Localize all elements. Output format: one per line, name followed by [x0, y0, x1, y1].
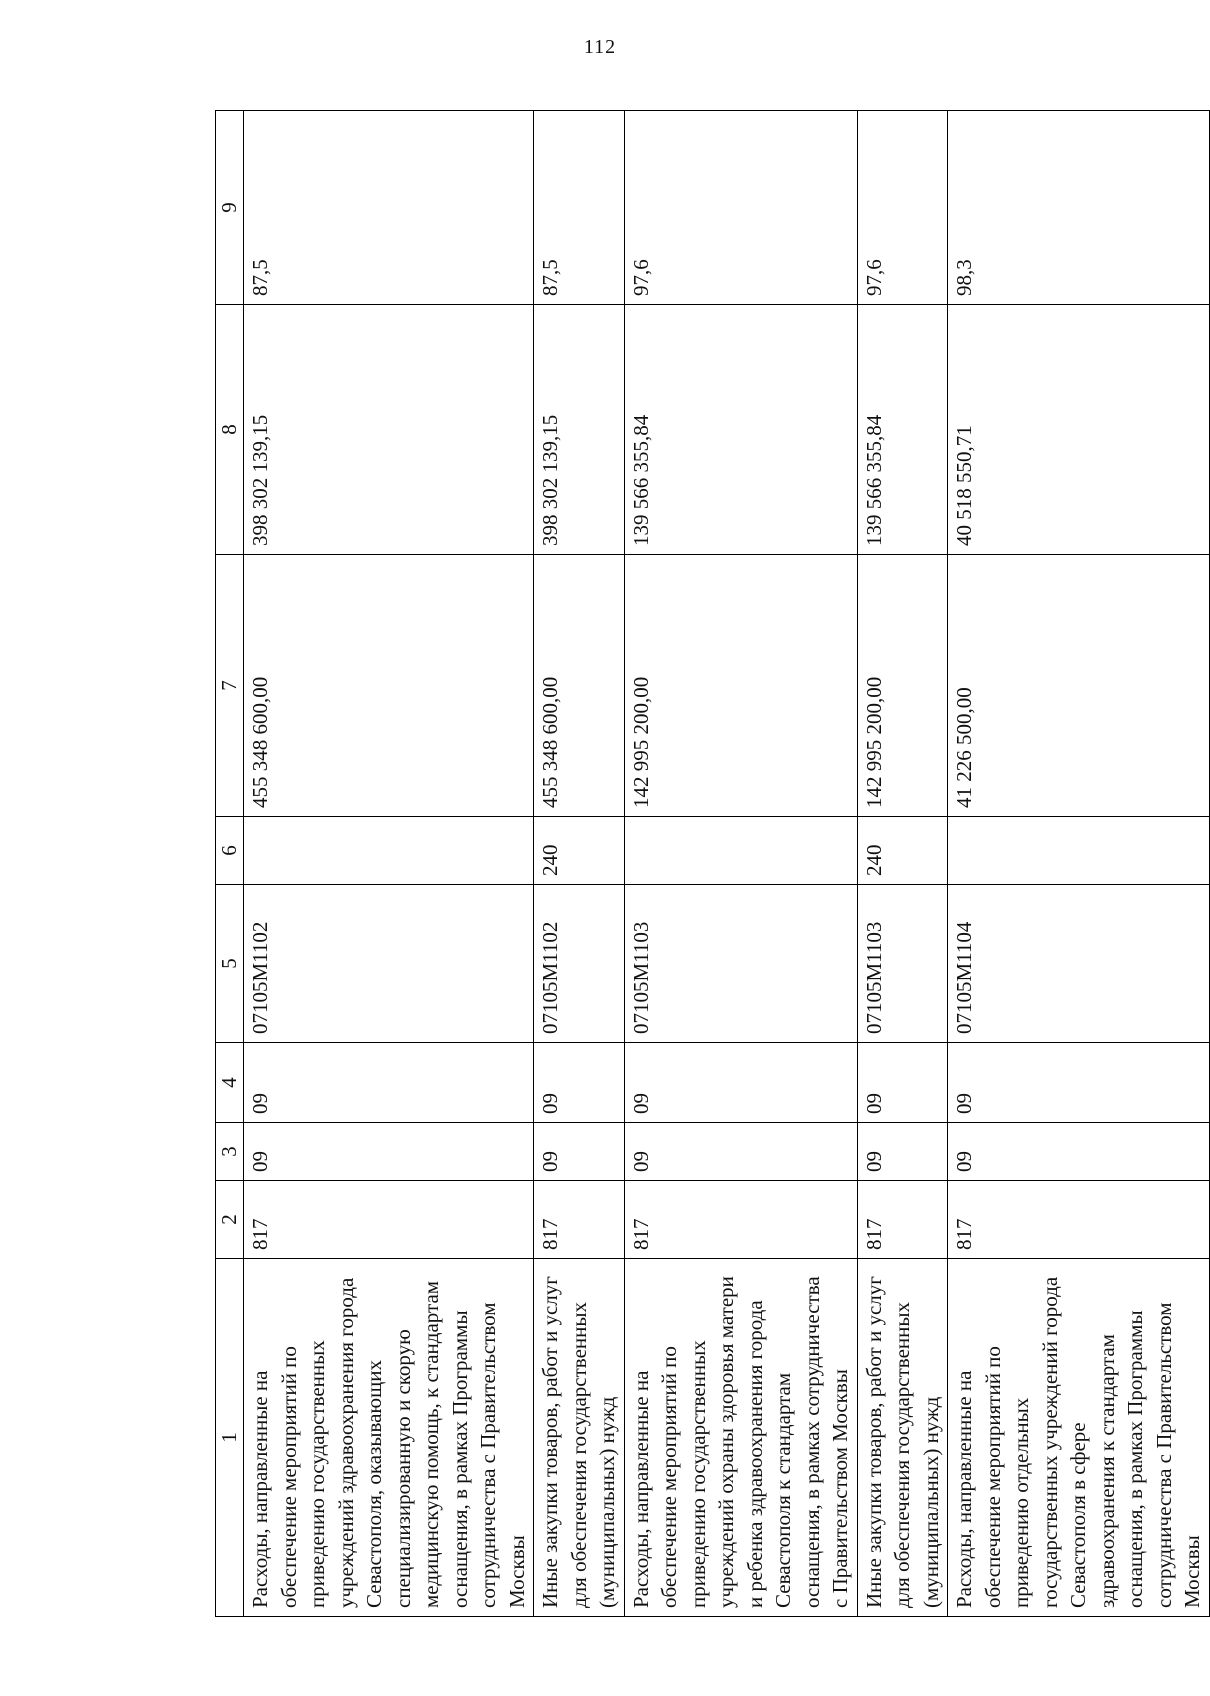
row-description: Расходы, направленные на обеспечение мероприятий по приведению государственных учреждений здравоохранения города Севастополя, оказывающих специализированную и скорую медицинскую помощь, к стандартам оснащения, в рамках Программы сотрудничества с Правительством Москвы [244, 1259, 534, 1617]
cell-percent: 97,6 [857, 111, 948, 305]
cell-percent: 97,6 [624, 111, 857, 305]
cell-code-5: 07105M1102 [244, 885, 534, 1043]
cell-code-5: 07105M1102 [534, 885, 625, 1043]
cell-code-2: 817 [624, 1181, 857, 1259]
page-number: 112 [583, 36, 617, 58]
cell-fact: 139 566 355,84 [624, 305, 857, 555]
column-header: 2 [216, 1181, 244, 1259]
cell-code-4: 09 [534, 1043, 625, 1123]
column-header: 7 [216, 555, 244, 817]
row-description: Расходы, направленные на обеспечение мероприятий по приведению государственных учреждений охраны здоровья матери и ребенка здравоохранения города Севастополя к стандартам оснащения, в рамках сотрудничества с Правительством Москвы [624, 1259, 857, 1617]
cell-code-6: 240 [857, 817, 948, 885]
cell-fact: 398 302 139,15 [534, 305, 625, 555]
cell-fact: 398 302 139,15 [244, 305, 534, 555]
cell-plan: 41 226 500,00 [948, 555, 1210, 817]
table-row [948, 111, 1210, 1617]
cell-percent: 87,5 [534, 111, 625, 305]
cell-code-3: 09 [948, 1123, 1210, 1181]
cell-code-4: 09 [244, 1043, 534, 1123]
cell-code-2: 817 [948, 1181, 1210, 1259]
cell-code-5: 07105M1103 [857, 885, 948, 1043]
budget-table [215, 110, 1210, 1617]
cell-code-6 [948, 817, 1210, 885]
cell-code-6 [624, 817, 857, 885]
cell-code-4: 09 [857, 1043, 948, 1123]
cell-code-5: 07105M1104 [948, 885, 1210, 1043]
cell-code-3: 09 [857, 1123, 948, 1181]
table-row [624, 111, 857, 1617]
cell-plan: 142 995 200,00 [857, 555, 948, 817]
column-header: 5 [216, 885, 244, 1043]
cell-code-6: 240 [534, 817, 625, 885]
cell-fact: 139 566 355,84 [857, 305, 948, 555]
row-description: Иные закупки товаров, работ и услуг для обеспечения государственных (муниципальных) нужд [534, 1259, 625, 1617]
cell-code-2: 817 [534, 1181, 625, 1259]
row-description: Расходы, направленные на обеспечение мероприятий по приведению отдельных государственных учреждений города Севастополя в сфере здравоохранения к стандартам оснащения, в рамках Программы сотрудничества с Правительством Москвы [948, 1259, 1210, 1617]
cell-plan: 142 995 200,00 [624, 555, 857, 817]
cell-percent: 87,5 [244, 111, 534, 305]
header-row [216, 111, 244, 1617]
cell-code-4: 09 [948, 1043, 1210, 1123]
cell-code-2: 817 [244, 1181, 534, 1259]
cell-plan: 455 348 600,00 [534, 555, 625, 817]
cell-code-3: 09 [534, 1123, 625, 1181]
cell-code-4: 09 [624, 1043, 857, 1123]
cell-code-5: 07105M1103 [624, 885, 857, 1043]
column-header: 1 [216, 1259, 244, 1617]
column-header: 3 [216, 1123, 244, 1181]
cell-plan: 455 348 600,00 [244, 555, 534, 817]
table-row [244, 111, 534, 1617]
rotated-table-container [215, 111, 1204, 1617]
table-row [857, 111, 948, 1617]
column-header: 6 [216, 817, 244, 885]
column-header: 9 [216, 111, 244, 305]
cell-percent: 98,3 [948, 111, 1210, 305]
cell-code-3: 09 [244, 1123, 534, 1181]
cell-code-3: 09 [624, 1123, 857, 1181]
table-row [534, 111, 625, 1617]
column-header: 4 [216, 1043, 244, 1123]
cell-code-6 [244, 817, 534, 885]
cell-fact: 40 518 550,71 [948, 305, 1210, 555]
cell-code-2: 817 [857, 1181, 948, 1259]
row-description: Иные закупки товаров, работ и услуг для обеспечения государственных (муниципальных) нужд [857, 1259, 948, 1617]
column-header: 8 [216, 305, 244, 555]
